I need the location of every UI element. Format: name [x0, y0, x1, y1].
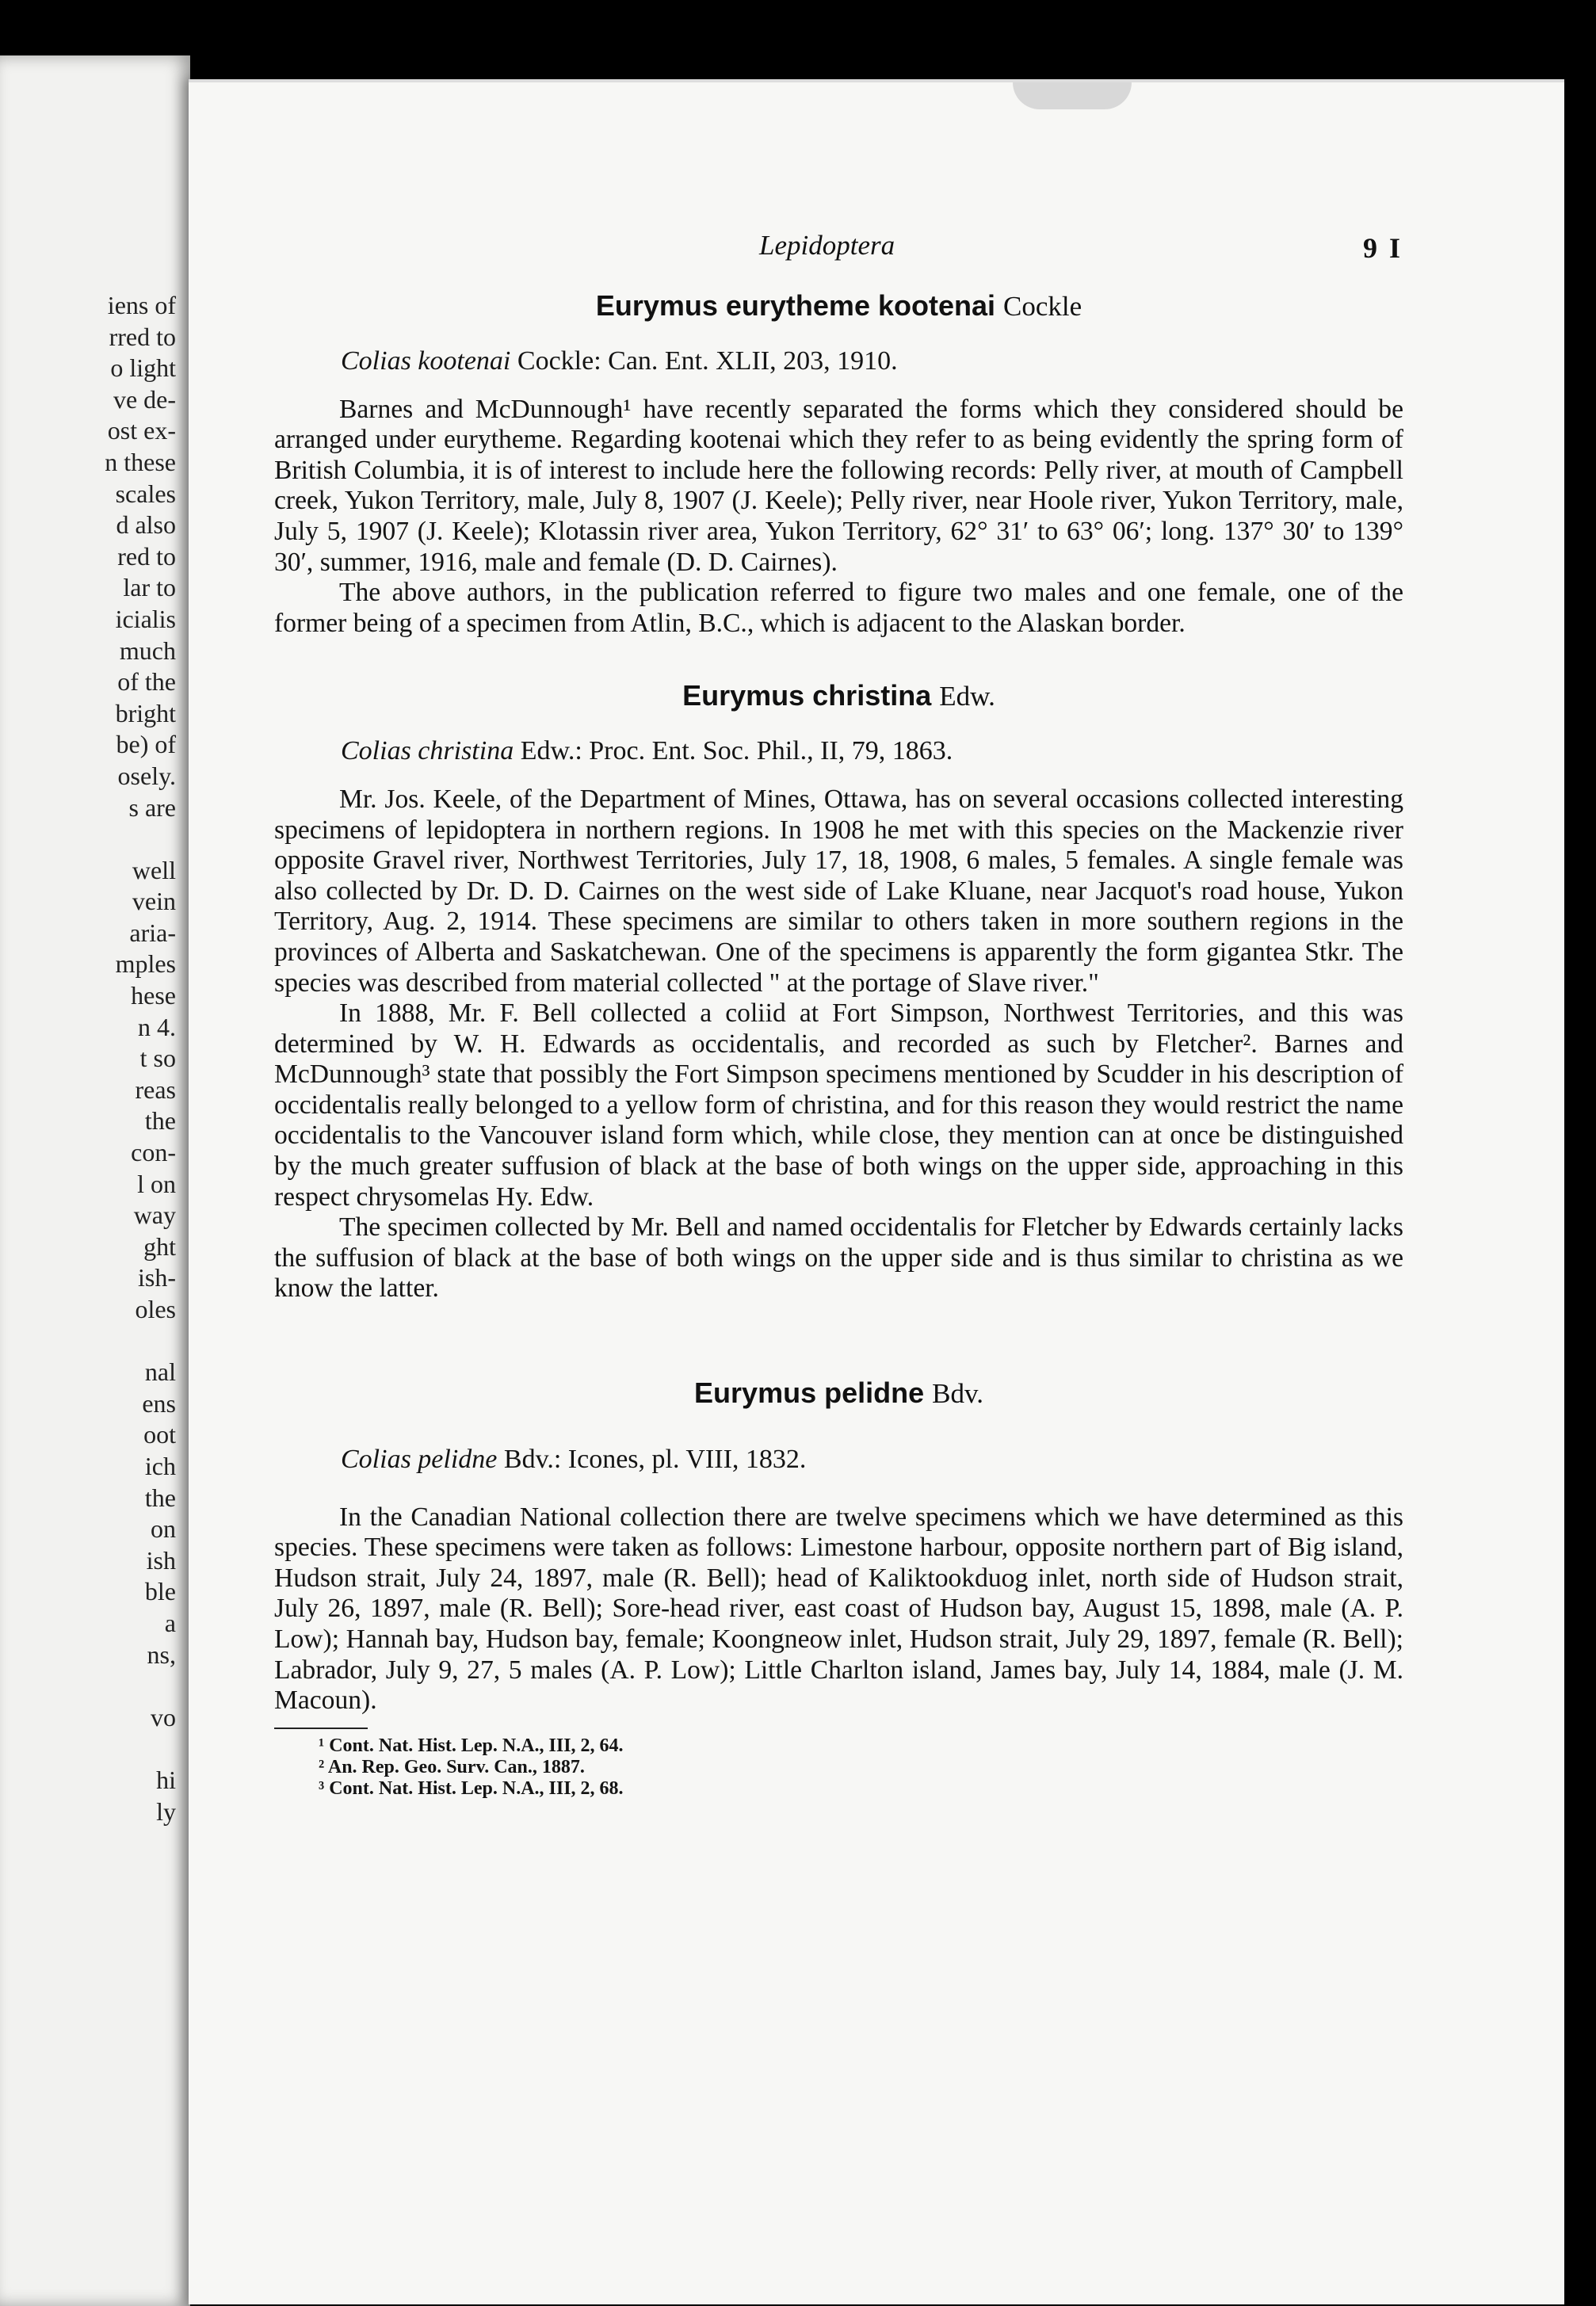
previous-page-line: scales: [115, 479, 176, 508]
previous-page-line: [105, 1326, 176, 1357]
previous-page-line: l on: [137, 1169, 176, 1198]
footnote: ¹ Cont. Nat. Hist. Lep. N.A., III, 2, 64.: [319, 1735, 624, 1756]
previous-page-line: ost ex-: [107, 416, 176, 445]
previous-page-line: aria-: [129, 918, 176, 947]
previous-page-line: hi: [156, 1765, 176, 1794]
previous-page-line: much: [119, 636, 176, 665]
footnote: ² An. Rep. Geo. Surv. Can., 1887.: [319, 1756, 585, 1777]
paragraph: Mr. Jos. Keele, of the Department of Mines, Ottawa, has on several occasions collected interesting specimens of lepidoptera in northern regions. In 1908 he met with this species on the Mackenzie river opposite Gravel river, Northwest Territories, July 17, 18, 1908, 6 males, 5 females. A single female was also collected by Dr. D. D. Cairnes on the west side of Lake Kluane, near Jacquot's road house, Yukon Territory, Aug. 2, 1914. These specimens are similar to others taken in more southern regions in the provinces of Alberta and Saskatchewan. One of the specimens is apparently the form gigantea Stkr. The species was described from material collected " at the portage of Slave river.": [274, 784, 1403, 998]
section-heading: Eurymus eurytheme kootenai Cockle: [595, 289, 1082, 322]
previous-page: [0, 55, 190, 2306]
previous-page-line: con-: [131, 1138, 176, 1167]
binding-blot: [1013, 82, 1132, 109]
previous-page-line: d also: [116, 510, 176, 540]
previous-page-line: ble: [144, 1577, 176, 1606]
previous-page-line: bright: [115, 698, 176, 727]
previous-page-line: s are: [128, 792, 176, 822]
footnotes: [319, 1735, 1403, 1800]
section-heading: Eurymus christina Edw.: [682, 679, 995, 712]
previous-page-line: ly: [156, 1796, 176, 1826]
previous-page-line: oot: [143, 1420, 176, 1449]
previous-page-line: rred to: [109, 322, 176, 351]
previous-page-line: n 4.: [138, 1012, 176, 1041]
previous-page-line: [105, 1670, 176, 1702]
previous-page-line: on: [151, 1514, 176, 1544]
paragraph: In 1888, Mr. F. Bell collected a coliid at Fort Simpson, Northwest Territories, and this was determined by W. H. Edwards as occidentalis, and recorded as such by Fletcher². Barnes and McDunnough³ state that possibly the Fort Simpson specimens mentioned by Scudder in his description of occidentalis really belonged to a yellow form of christina, and for this reason they would restrict the name occidentalis to the Vancouver island form which, while close, they mention can at once be distinguished by the much greater suffusion of black at the base of both wings on the upper side, approaching in this respect chrysomelas Hy. Edw.: [274, 998, 1403, 1212]
previous-page-line: of the: [117, 667, 176, 697]
previous-page-line: mples: [115, 949, 176, 979]
previous-page-line: lar to: [123, 573, 176, 602]
previous-page-line: o light: [110, 353, 176, 383]
previous-page-line: vein: [132, 887, 176, 916]
previous-page-line: hese: [131, 981, 176, 1010]
previous-page-line: red to: [117, 541, 176, 571]
section-heading: Eurymus pelidne Bdv.: [694, 1376, 983, 1410]
previous-page-line: the: [144, 1483, 176, 1512]
previous-page-line: ght: [143, 1231, 176, 1261]
previous-page-line: be) of: [116, 730, 176, 759]
paragraph: Barnes and McDunnough¹ have recently separated the forms which they considered should be arranged under eurytheme. Regarding kootenai which they refer to as being evidently the spring form of British Columbia, it is of interest to include here the following records: Pelly river, at mouth of Campbell creek, Yukon Territory, male, July 8, 1907 (J. Keele); Pelly river, near Hoole river, Yukon Territory, male, July 5, 1907 (J. Keele); Klotassin river area, Yukon Territory, 62° 31′ to 63° 06′; long. 137° 30′ to 139° 30′, summer, 1916, male and female (D. D. Cairnes).: [274, 394, 1403, 577]
page-number: 9 I: [1363, 232, 1403, 264]
running-head: Lepidoptera: [759, 230, 895, 261]
citation: Colias christina Edw.: Proc. Ent. Soc. Phil., II, 79, 1863.: [341, 736, 953, 766]
previous-page-line: a: [164, 1608, 176, 1637]
previous-page-line: vo: [151, 1702, 176, 1731]
previous-page-line: iens of: [107, 291, 176, 319]
previous-page-line: ish-: [138, 1263, 176, 1292]
previous-page-line: osely.: [117, 761, 176, 790]
page-edge: [1564, 79, 1596, 2301]
previous-page-line: t so: [139, 1044, 176, 1073]
previous-page-line: reas: [135, 1075, 176, 1104]
previous-page-line: ens: [142, 1388, 176, 1418]
paragraph: The specimen collected by Mr. Bell and named occidentalis for Fletcher by Edwards certainly lacks the suffusion of black at the base of both wings on the upper side and is thus similar to christina as we know the latter.: [274, 1212, 1403, 1304]
previous-page-line: well: [132, 855, 176, 884]
citation: Colias kootenai Cockle: Can. Ent. XLII, 203, 1910.: [341, 346, 898, 376]
footnote: ³ Cont. Nat. Hist. Lep. N.A., III, 2, 68.: [319, 1777, 624, 1799]
previous-page-line: the: [144, 1106, 176, 1136]
previous-page-text: [105, 290, 176, 1827]
citation: Colias pelidne Bdv.: Icones, pl. VIII, 1832.: [341, 1445, 807, 1475]
previous-page-line: way: [133, 1201, 176, 1230]
previous-page-line: nal: [144, 1357, 176, 1387]
previous-page-line: ish: [146, 1545, 176, 1575]
paragraph: In the Canadian National collection there are twelve specimens which we have determined as this species. These specimens were taken as follows: Limestone harbour, opposite northern part of Big island, Hudson strait, July 24, 1897, male (R. Bell); head of Kaliktookduog inlet, north side of Hudson strait, July 26, 1897, male (R. Bell); Sore-head river, east coast of Hudson bay, August 15, 1898, male (A. P. Low); Hannah bay, Hudson bay, female; Koongneow inlet, Hudson strait, July 29, 1897, female (R. Bell); Labrador, July 9, 27, 5 males (A. P. Low); Little Charlton island, James bay, July 14, 1884, male (J. M. Macoun).: [274, 1502, 1403, 1716]
paragraph: The above authors, in the publication referred to figure two males and one female, one of the former being of a specimen from Atlin, B.C., which is adjacent to the Alaskan border.: [274, 578, 1403, 638]
previous-page-line: icialis: [115, 604, 176, 633]
previous-page-line: ve de-: [113, 384, 176, 414]
previous-page-line: oles: [135, 1295, 176, 1323]
previous-page-line: [105, 823, 176, 855]
previous-page-line: n these: [105, 447, 176, 476]
previous-page-line: [105, 1733, 176, 1765]
previous-page-line: ns,: [147, 1640, 176, 1669]
previous-page-line: ich: [144, 1451, 176, 1480]
page-content: [274, 287, 1403, 1800]
footnote-rule: [274, 1728, 368, 1729]
